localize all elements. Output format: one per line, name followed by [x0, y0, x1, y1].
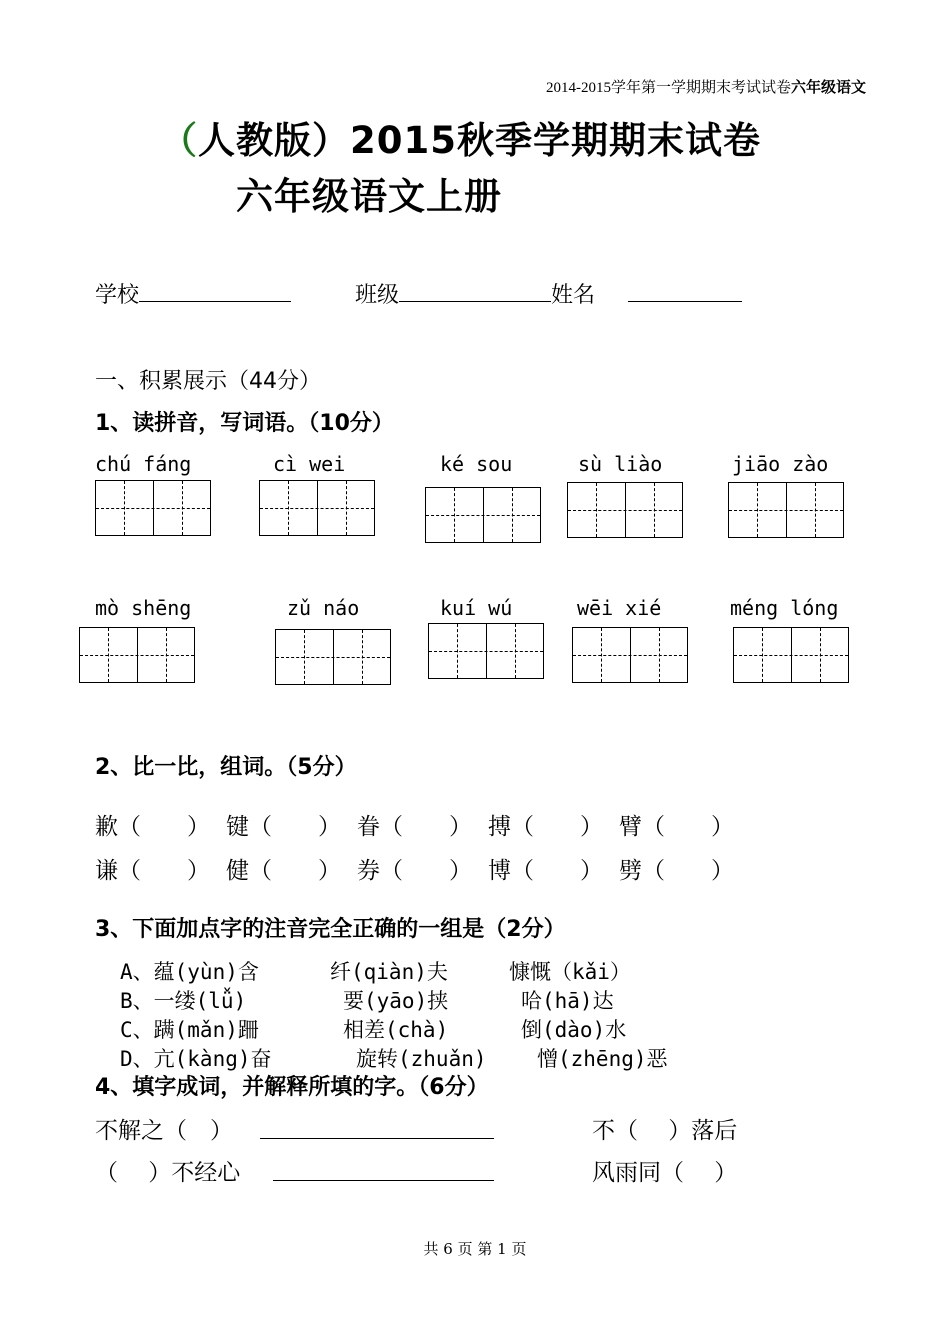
- compare-item: 键（ ）: [226, 814, 341, 840]
- option-c-3: 倒(dào)水: [521, 1018, 627, 1042]
- compare-item: 臂（ ）: [619, 814, 734, 840]
- writing-grid[interactable]: [572, 627, 688, 683]
- compare-item: 歉（ ）: [95, 814, 210, 840]
- answer-line[interactable]: [273, 1180, 494, 1181]
- compare-item: 健（ ）: [226, 858, 341, 884]
- pinyin-label: kuí wú: [440, 596, 513, 620]
- header-prefix: 2014-2015学年第一学期期末考试试卷: [545, 80, 791, 96]
- option-d-1: D、亢(kàng)奋: [120, 1047, 272, 1071]
- title-text-1: 人教版）2015秋季学期期末试卷: [198, 119, 761, 162]
- idiom-item: （ ）不经心: [95, 1160, 241, 1186]
- school-blank[interactable]: [139, 281, 291, 302]
- answer-line[interactable]: [260, 1138, 494, 1139]
- question-4-title: 4、填字成词，并解释所填的字。（6分）: [95, 1075, 489, 1100]
- pinyin-label: ké sou: [440, 452, 513, 476]
- pinyin-label: zǔ náo: [287, 596, 360, 620]
- compare-item: 谦（ ）: [95, 858, 210, 884]
- option-b-1: B、一缕(lǚ): [120, 989, 247, 1013]
- compare-item: 博（ ）: [488, 858, 603, 884]
- writing-grid[interactable]: [95, 480, 211, 536]
- running-header: [546, 76, 866, 97]
- pinyin-label: sù liào: [578, 452, 663, 476]
- writing-grid[interactable]: [733, 627, 849, 683]
- pinyin-label: mò shēng: [95, 596, 192, 620]
- student-info-row: [95, 278, 742, 309]
- pinyin-label: chú fáng: [95, 452, 192, 476]
- writing-grid[interactable]: [428, 623, 544, 679]
- page-footer: 共 6 页 第 1 页: [423, 1240, 527, 1258]
- title-open-paren: （: [160, 119, 198, 162]
- writing-grid[interactable]: [425, 487, 541, 543]
- writing-grid[interactable]: [275, 629, 391, 685]
- compare-item: 劈（ ）: [619, 858, 734, 884]
- section-1-heading: 一、积累展示（44分）: [95, 369, 321, 394]
- class-label: 班级: [355, 283, 400, 308]
- option-a-1: A、蕴(yùn)含: [120, 960, 259, 984]
- header-subject: 六年级语文: [790, 80, 866, 96]
- pinyin-label: méng lóng: [730, 596, 839, 620]
- option-b-3: 哈(hā)达: [521, 989, 614, 1013]
- writing-grid[interactable]: [567, 482, 683, 538]
- pinyin-label: wēi xié: [577, 596, 662, 620]
- option-b-2: 要(yāo)挟: [343, 989, 449, 1013]
- option-c-2: 相差(chà): [343, 1018, 449, 1042]
- idiom-item: 不解之（ ）: [95, 1118, 233, 1144]
- name-label: 姓名: [551, 283, 596, 308]
- question-3-title: 3、下面加点字的注音完全正确的一组是（2分）: [95, 917, 566, 942]
- pinyin-label: jiāo zào: [732, 452, 829, 476]
- question-1-title: 1、读拼音，写词语。（10分）: [95, 411, 394, 436]
- option-c-1: C、蹒(mǎn)跚: [120, 1018, 259, 1042]
- compare-item: 眷（ ）: [357, 814, 472, 840]
- compare-item: 券（ ）: [357, 858, 472, 884]
- school-label: 学校: [95, 283, 140, 308]
- option-d-2: 旋转(zhuǎn): [356, 1047, 487, 1071]
- idiom-item: 不（ ）落后: [592, 1118, 738, 1144]
- writing-grid[interactable]: [79, 627, 195, 683]
- class-blank[interactable]: [399, 281, 551, 302]
- title-line-1: [160, 110, 761, 164]
- writing-grid[interactable]: [728, 482, 844, 538]
- pinyin-label: cì wei: [273, 452, 346, 476]
- writing-grid[interactable]: [259, 480, 375, 536]
- option-d-3: 憎(zhēng)恶: [537, 1047, 668, 1071]
- idiom-item: 风雨同（ ）: [592, 1160, 738, 1186]
- name-blank[interactable]: [628, 281, 742, 302]
- question-2-title: 2、比一比，组词。（5分）: [95, 755, 357, 780]
- option-a-2: 纤(qiàn)夫: [330, 960, 448, 984]
- compare-item: 搏（ ）: [488, 814, 603, 840]
- title-line-2: 六年级语文上册: [236, 175, 502, 218]
- option-a-3: 慷慨（kǎi）: [509, 960, 631, 984]
